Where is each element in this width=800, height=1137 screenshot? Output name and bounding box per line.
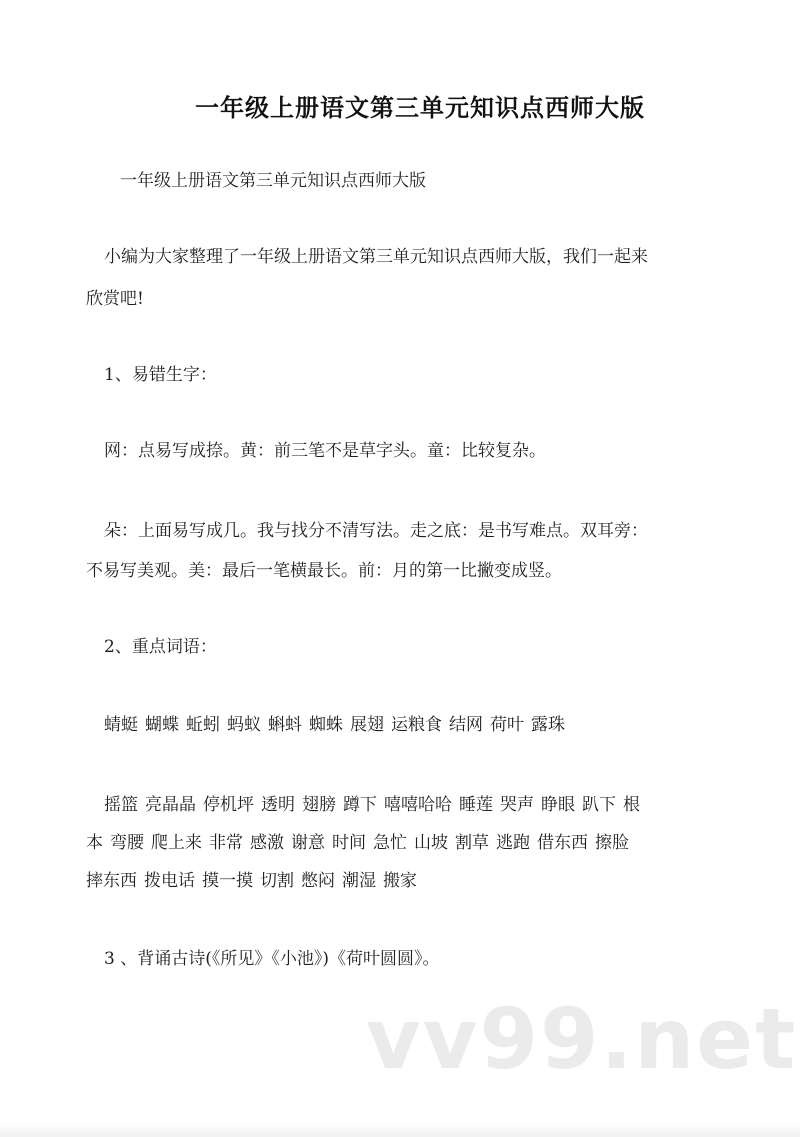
vocab-word: 运粮食 [391, 715, 442, 735]
vocab-word: 荷叶 [490, 715, 524, 735]
vocab-word: 憋闷 [301, 871, 335, 891]
vocab-word: 哭声 [500, 795, 534, 815]
vocab-word: 睡莲 [459, 795, 493, 815]
vocab-word: 爬上来 [151, 833, 202, 853]
vocab-word: 趴下 [582, 795, 616, 815]
vocab-word: 翅膀 [302, 795, 336, 815]
watermark: vv99.net [366, 990, 798, 1088]
section2-heading: 2、重点词语： [104, 637, 217, 657]
vocab-word: 非常 [209, 833, 243, 853]
page-bottom-edge [0, 1123, 800, 1137]
vocab-word: 潮湿 [342, 871, 376, 891]
intro-line-1: 小编为大家整理了一年级上册语文第三单元知识点西师大版，我们一起来 [104, 247, 648, 267]
section1-heading: 1、易错生字： [104, 365, 217, 385]
vocab-word: 摔东西 [86, 871, 137, 891]
vocab-word: 蚂蚁 [227, 715, 261, 735]
vocab-word: 借东西 [537, 833, 588, 853]
vocab-word: 擦脸 [595, 833, 629, 853]
vocab-word: 结网 [449, 715, 483, 735]
vocab-word: 亮晶晶 [145, 795, 196, 815]
subtitle: 一年级上册语文第三单元知识点西师大版 [120, 171, 426, 191]
intro-line-2: 欣赏吧! [86, 289, 144, 309]
word-row-4 [86, 862, 424, 900]
vocab-word: 感激 [250, 833, 284, 853]
vocab-word: 停机坪 [203, 795, 254, 815]
vocab-word: 拨电话 [144, 871, 195, 891]
vocab-word: 露珠 [531, 715, 565, 735]
word-row-3 [86, 824, 636, 862]
vocab-word: 蝴蝶 [145, 715, 179, 735]
section1-line-2: 朵：上面易写成几。我与找分不清写法。走之底：是书写难点。双耳旁： [104, 521, 648, 541]
vocab-word: 山坡 [414, 833, 448, 853]
vocab-word: 蜻蜓 [104, 715, 138, 735]
vocab-word: 弯腰 [110, 833, 144, 853]
vocab-word: 根 [623, 795, 640, 815]
vocab-word: 时间 [332, 833, 366, 853]
vocab-word: 割草 [455, 833, 489, 853]
vocab-word: 蚯蚓 [186, 715, 220, 735]
vocab-word: 展翅 [350, 715, 384, 735]
vocab-word: 嘻嘻哈哈 [384, 795, 452, 815]
vocab-word: 摸一摸 [202, 871, 253, 891]
vocab-word: 搬家 [383, 871, 417, 891]
vocab-word: 睁眼 [541, 795, 575, 815]
vocab-word: 逃跑 [496, 833, 530, 853]
word-row-2 [104, 786, 647, 824]
section1-line-3: 不易写美观。美：最后一笔横最长。前：月的第一比撇变成竖。 [86, 561, 562, 581]
word-row-1 [104, 706, 572, 744]
vocab-word: 摇篮 [104, 795, 138, 815]
vocab-word: 蝌蚪 [268, 715, 302, 735]
section3-heading: 3 、背诵古诗(《所见》《小池》)《荷叶圆圆》。 [104, 949, 440, 969]
vocab-word: 急忙 [373, 833, 407, 853]
section1-line-1: 网：点易写成捺。黄：前三笔不是草字头。童：比较复杂。 [104, 441, 546, 461]
vocab-word: 本 [86, 833, 103, 853]
vocab-word: 谢意 [291, 833, 325, 853]
vocab-word: 切割 [260, 871, 294, 891]
vocab-word: 透明 [261, 795, 295, 815]
vocab-word: 蜘蛛 [309, 715, 343, 735]
vocab-word: 蹲下 [343, 795, 377, 815]
page-title: 一年级上册语文第三单元知识点西师大版 [195, 94, 645, 122]
